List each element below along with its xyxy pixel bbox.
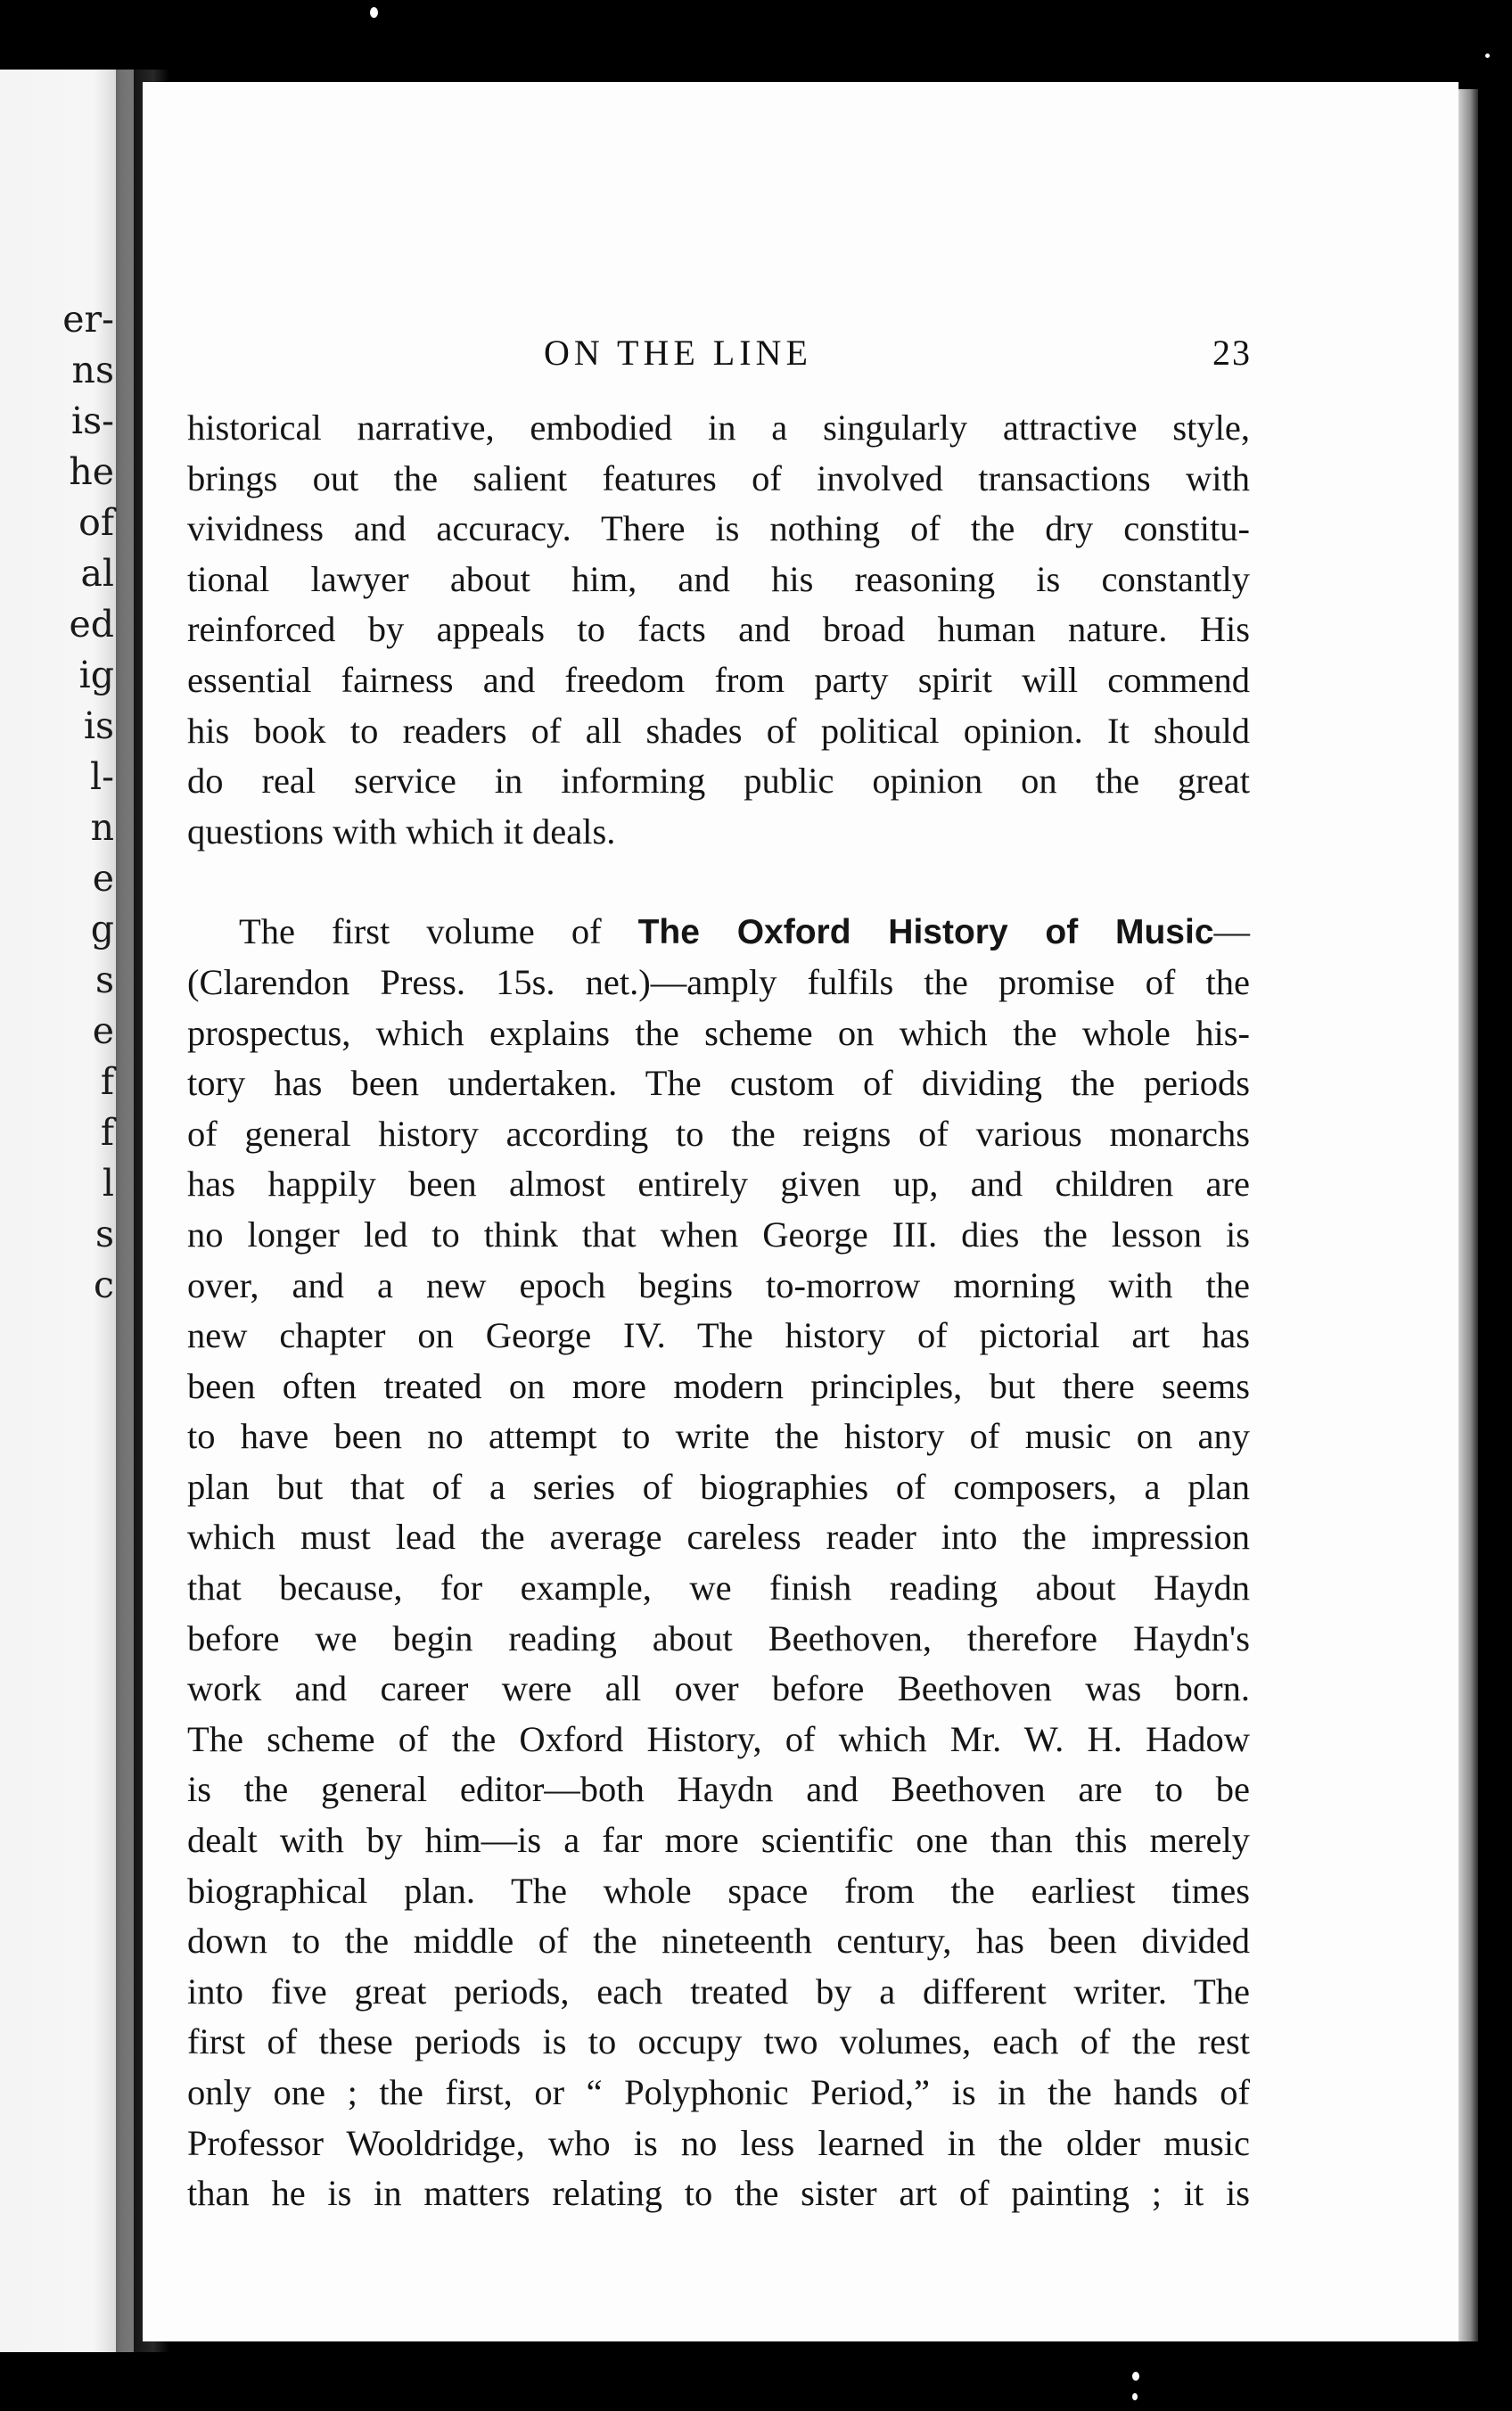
- text-line: Professor Wooldridge, who is no less learned in the older music: [187, 2122, 1250, 2163]
- text-line: tional lawyer about him, and his reasoning is constantly: [187, 558, 1250, 599]
- page-number: 23: [1212, 333, 1252, 373]
- text-line: before we begin reading about Beethoven, therefore Haydn's: [187, 1617, 1250, 1658]
- facing-page-word-fragment: e: [92, 857, 114, 900]
- scan-speck: [370, 7, 378, 18]
- text-line: into five great periods, each treated by a different writer. The: [187, 1971, 1250, 2012]
- facing-page-fragment: [0, 70, 134, 2352]
- facing-page-word-fragment: e: [92, 1009, 114, 1052]
- facing-page-word-fragment: is: [83, 704, 114, 747]
- text-line: that because, for example, we finish reading about Haydn: [187, 1568, 1250, 1609]
- text-line: been often treated on more modern principles, but there seems: [187, 1365, 1250, 1406]
- text-line: new chapter on George IV. The history of pictorial art has: [187, 1315, 1250, 1356]
- text-line: his book to readers of all shades of political opinion. It should: [187, 710, 1250, 751]
- paragraph: [187, 403, 1250, 857]
- facing-page-word-fragment: l-: [90, 755, 114, 798]
- text-line: to have been no attempt to write the history of music on any: [187, 1416, 1250, 1457]
- facing-page-word-fragment: f: [100, 1060, 114, 1103]
- scan-speck: [1485, 53, 1490, 58]
- facing-page-word-fragment: ig: [78, 654, 114, 696]
- text-line: (Clarendon Press. 15s. net.)—amply fulfils the promise of the: [187, 961, 1250, 1002]
- facing-page-word-fragment: s: [94, 959, 114, 1001]
- page-edge-shadow: [1459, 89, 1478, 2341]
- text-line: has happily been almost entirely given up, and children are: [187, 1164, 1250, 1205]
- text-line: tory has been undertaken. The custom of dividing the periods: [187, 1063, 1250, 1104]
- facing-page-word-fragment: is-: [70, 399, 114, 442]
- facing-page-word-fragment: n: [90, 806, 114, 849]
- running-title: ON THE LINE: [544, 333, 812, 373]
- text-line: essential fairness and freedom from party spirit will commend: [187, 659, 1250, 700]
- line-tail: —: [1213, 911, 1251, 952]
- text-line: no longer led to think that when George III. dies the lesson is: [187, 1214, 1250, 1255]
- line-lead: The first volume of: [239, 911, 638, 952]
- text-line: do real service in informing public opinion on the great: [187, 761, 1250, 802]
- book-title: The Oxford History of Music: [637, 913, 1214, 952]
- text-line: biographical plan. The whole space from the earliest times: [187, 1870, 1250, 1911]
- facing-page-word-fragment: f: [100, 1111, 114, 1154]
- facing-page-word-fragment: he: [69, 450, 114, 493]
- facing-page-word-fragment: l: [102, 1162, 114, 1205]
- text-line: questions with which it deals.: [187, 811, 616, 852]
- text-line: brings out the salient features of involved transactions with: [187, 457, 1250, 498]
- facing-page-word-fragment: ed: [69, 603, 114, 646]
- text-line: which must lead the average careless reader into the impression: [187, 1517, 1250, 1558]
- text-line: vividness and accuracy. There is nothing of the dry constitu-: [187, 508, 1250, 549]
- scan-speck: [1132, 2393, 1138, 2400]
- text-line: down to the middle of the nineteenth century, has been divided: [187, 1921, 1250, 1962]
- text-line: prospectus, which explains the scheme on which the whole his-: [187, 1012, 1250, 1053]
- book-page: [143, 82, 1459, 2341]
- text-line: plan but that of a series of biographies of composers, a plan: [187, 1466, 1250, 1507]
- body-text: [187, 403, 1250, 2219]
- text-line: over, and a new epoch begins to-morrow morning with the: [187, 1264, 1250, 1305]
- facing-page-word-fragment: s: [94, 1213, 114, 1255]
- paragraph: [187, 907, 1250, 2218]
- text-line: work and career were all over before Beethoven was born.: [187, 1668, 1250, 1709]
- facing-page-word-fragment: c: [94, 1263, 114, 1306]
- running-head: [143, 332, 1459, 376]
- text-line: historical narrative, embodied in a singularly attractive style,: [187, 407, 1250, 448]
- facing-page-word-fragment: al: [80, 552, 114, 595]
- text-line: dealt with by him—is a far more scientific one than this merely: [187, 1820, 1250, 1861]
- facing-page-word-fragment: er-: [62, 298, 114, 341]
- text-line: is the general editor—both Haydn and Beethoven are to be: [187, 1769, 1250, 1810]
- facing-page-word-fragment: g: [90, 908, 114, 950]
- text-line: only one ; the first, or “ Polyphonic Period,” is in the hands of: [187, 2072, 1250, 2112]
- paragraph-break: [187, 857, 1250, 907]
- scan-speck: [1132, 2372, 1139, 2381]
- text-line: than he is in matters relating to the sister art of painting ; it is: [187, 2173, 1250, 2214]
- text-line: [187, 907, 1250, 958]
- text-line: The scheme of the Oxford History, of which Mr. W. H. Hadow: [187, 1718, 1250, 1759]
- facing-page-word-fragment: of: [78, 501, 114, 544]
- text-line: first of these periods is to occupy two volumes, each of the rest: [187, 2021, 1250, 2062]
- facing-page-word-fragment: ns: [71, 349, 114, 391]
- text-line: of general history according to the reigns of various monarchs: [187, 1113, 1250, 1154]
- text-line: reinforced by appeals to facts and broad human nature. His: [187, 609, 1250, 650]
